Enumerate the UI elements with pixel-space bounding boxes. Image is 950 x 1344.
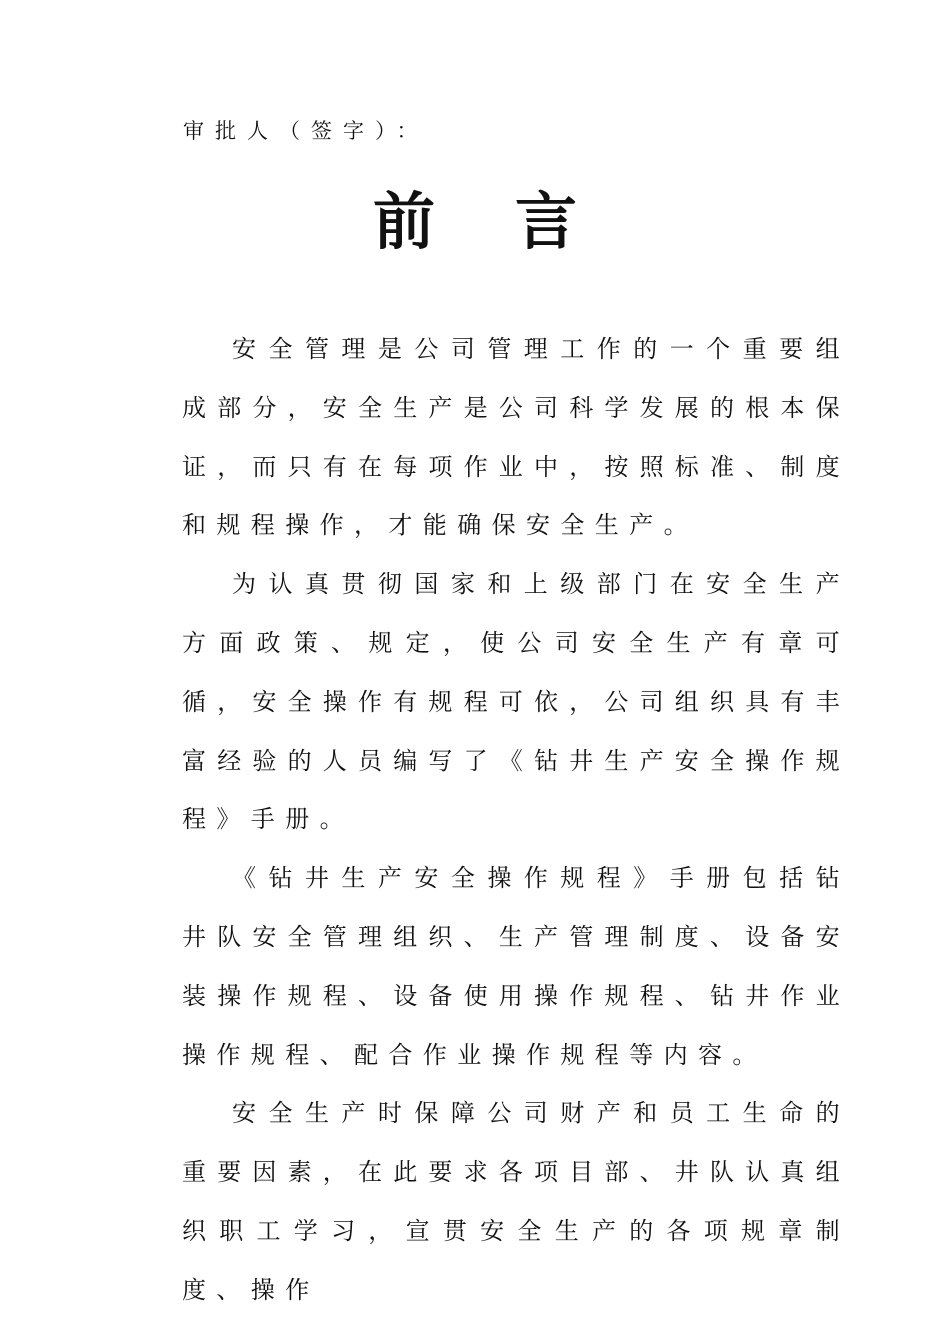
preface-body <box>182 320 850 1320</box>
title-char-1: 前 <box>372 185 435 258</box>
paragraph: 安全生产时保障公司财产和员工生命的重要因素，在此要求各项目部、井队认真组织职工学习，宣贯安全生产的各项规章制度、操作 <box>182 1099 850 1304</box>
paragraph: 《钻井生产安全操作规程》手册包括钻井队安全管理组织、生产管理制度、设备安装操作规程、设备使用操作规程、钻井作业操作规程、配合作业操作规程等内容。 <box>182 864 850 1069</box>
approver-signature-label: 审批人（签字）： <box>183 119 429 143</box>
page-title <box>0 182 950 262</box>
title-char-2: 言 <box>515 185 578 258</box>
paragraph: 安全管理是公司管理工作的一个重要组成部分，安全生产是公司科学发展的根本保证，而只有在每项作业中，按照标准、制度和规程操作，才能确保安全生产。 <box>182 335 850 540</box>
paragraph: 为认真贯彻国家和上级部门在安全生产方面政策、规定，使公司安全生产有章可循，安全操作有规程可依，公司组织具有丰富经验的人员编写了《钻井生产安全操作规程》手册。 <box>182 570 850 834</box>
